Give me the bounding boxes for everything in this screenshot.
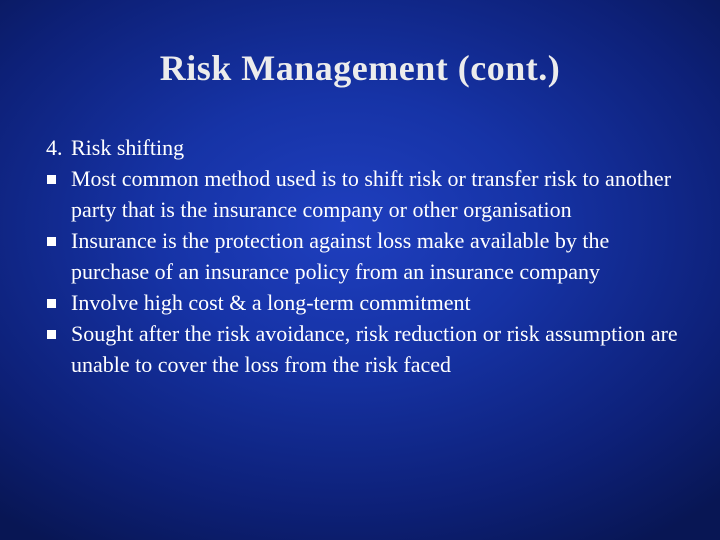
list-item-text: Risk shifting: [71, 135, 185, 160]
list-number: [46, 132, 71, 163]
list-item-text: Sought after the risk avoidance, risk reduction or risk assumption are unable to cover the loss from the risk faced: [71, 321, 678, 377]
square-bullet-icon: [46, 318, 71, 349]
list-item: [46, 225, 686, 287]
list-number-label: 4.: [46, 135, 63, 160]
slide-title: Risk Management (cont.): [159, 48, 561, 88]
list-item: [46, 318, 686, 380]
list-item-text: Involve high cost & a long-term commitment: [71, 290, 471, 315]
list-item: [46, 163, 686, 225]
list-item-text: Most common method used is to shift risk or transfer risk to another party that is the insurance company or other organisation: [71, 166, 672, 222]
square-bullet-icon: [46, 163, 71, 194]
square-bullet-icon: [46, 287, 71, 318]
list-item-text: Insurance is the protection against loss make available by the purchase of an insurance policy from an insurance company: [71, 228, 610, 284]
list-item-numbered: [46, 132, 686, 163]
square-bullet-icon: [46, 225, 71, 256]
list-item: [46, 287, 686, 318]
bullet-list: [46, 132, 686, 380]
